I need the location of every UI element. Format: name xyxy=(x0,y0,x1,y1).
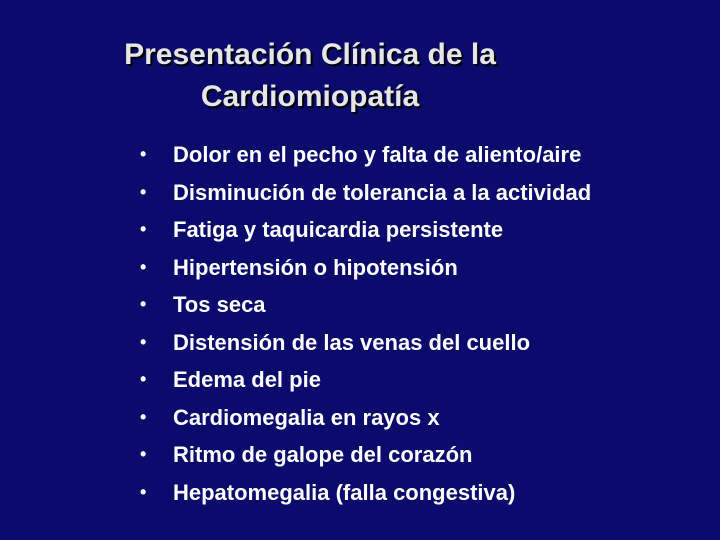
bullet-text: Edema del pie xyxy=(173,367,321,392)
slide-title-line-2: Cardiomiopatía xyxy=(200,80,420,113)
slide-title-line-1: Presentación Clínica de la xyxy=(124,38,496,71)
bullet-text: Tos seca xyxy=(173,292,266,317)
bullet-dot-icon: • xyxy=(140,444,147,464)
bullet-text: Fatiga y taquicardia persistente xyxy=(173,217,504,242)
bullet-text: Dolor en el pecho y falta de aliento/aire xyxy=(173,142,582,167)
bullet-text: Distensión de las venas del cuello xyxy=(173,329,531,355)
bullet-dot-icon: • xyxy=(140,331,147,352)
bullet-dot-icon: • xyxy=(140,406,147,427)
bullet-dot-icon: • xyxy=(140,369,147,389)
bullet-dot-icon: • xyxy=(140,256,147,277)
bullet-dot-icon: • xyxy=(140,181,147,202)
bullet-text: Hipertensión o hipotensión xyxy=(173,254,458,280)
bullet-text: Disminución de tolerancia a la actividad xyxy=(173,179,592,205)
bullet-text: Hepatomegalia (falla congestiva) xyxy=(173,479,516,505)
slide-title xyxy=(80,34,540,118)
bullet-text: Cardiomegalia en rayos x xyxy=(173,404,440,430)
bullet-text: Ritmo de galope del corazón xyxy=(173,442,473,467)
bullet-dot-icon: • xyxy=(140,294,147,314)
bullet-dot-icon: • xyxy=(140,219,147,239)
bullet-dot-icon: • xyxy=(140,481,147,502)
bullet-dot-icon: • xyxy=(140,144,147,164)
